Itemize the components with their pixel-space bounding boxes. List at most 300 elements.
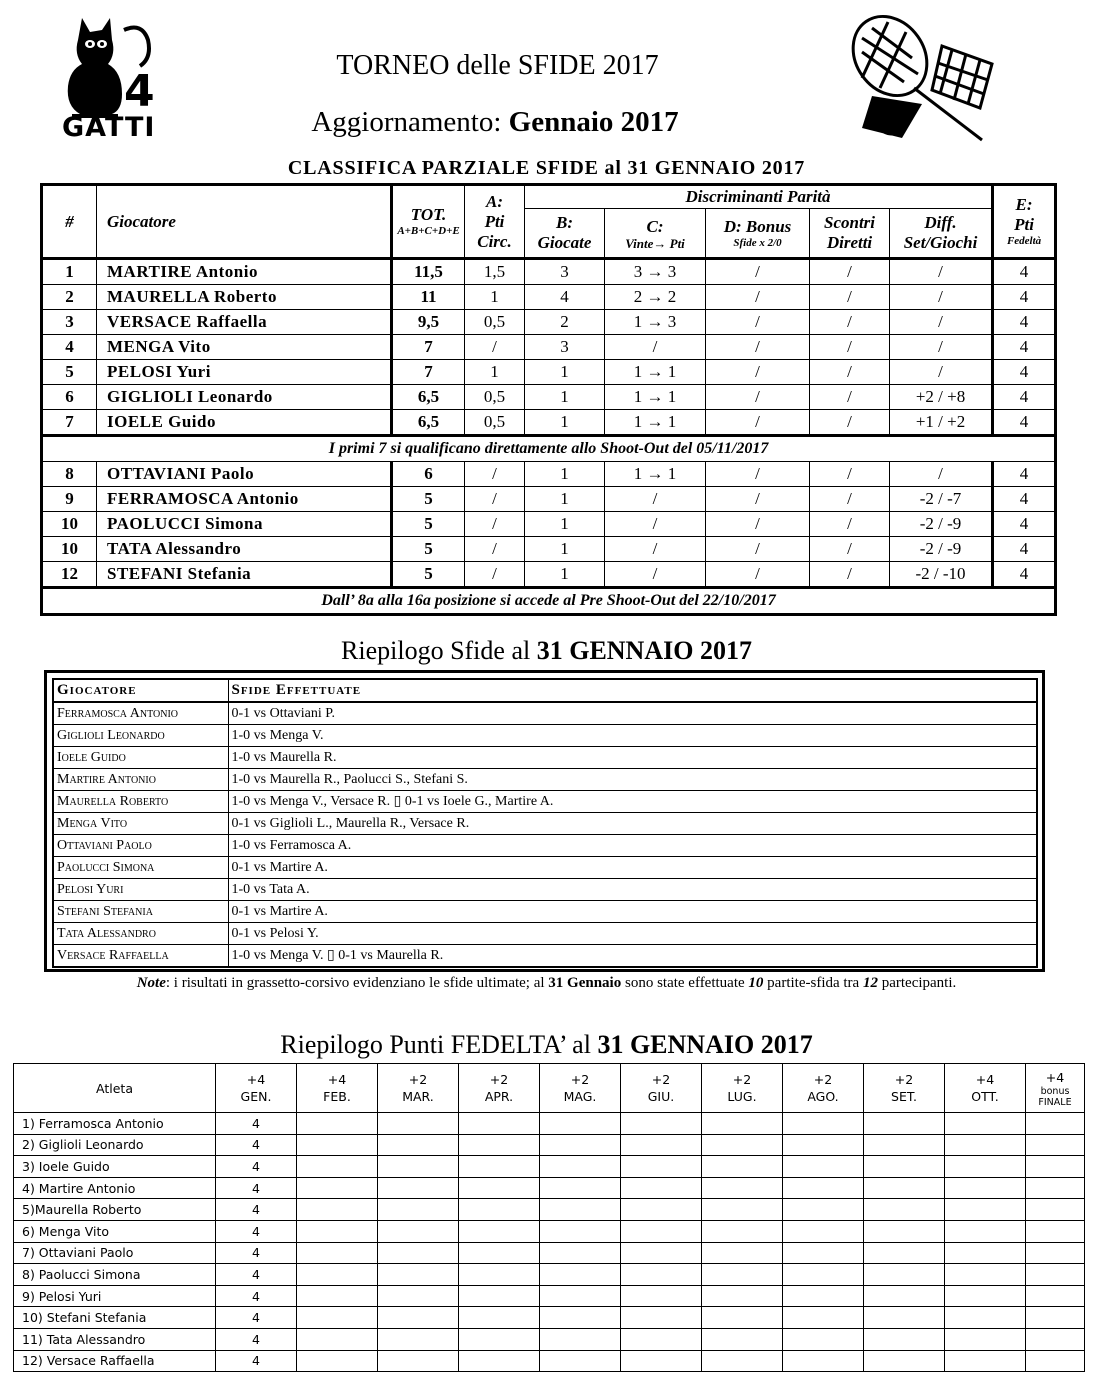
fedelta-atleta: 1) Ferramosca Antonio <box>14 1113 216 1135</box>
ranking-diff: / <box>890 360 993 385</box>
fedelta-empty-cell <box>864 1350 945 1372</box>
fedelta-title: Riepilogo Punti FEDELTA’ al 31 GENNAIO 2017 <box>280 1030 813 1059</box>
riepilogo-row <box>53 857 1037 879</box>
ranking-diff: / <box>890 259 993 285</box>
ranking-row <box>42 360 1056 385</box>
ranking-e: 4 <box>993 259 1056 285</box>
fedelta-empty-cell <box>783 1350 864 1372</box>
ranking-scontri: / <box>810 259 890 285</box>
logo-number: 4 <box>124 66 155 117</box>
fedelta-empty-cell <box>702 1307 783 1329</box>
fedelta-gen: 4 <box>216 1242 297 1264</box>
riepilogo-player: Versace Raffaella <box>53 945 228 968</box>
riepilogo-sfide: 1-0 vs Menga V. ▯ 0-1 vs Maurella R. <box>228 945 1037 968</box>
fedelta-empty-cell <box>864 1134 945 1156</box>
ranking-diff: -2 / -10 <box>890 562 993 588</box>
fedelta-empty-cell <box>540 1242 621 1264</box>
fedelta-row <box>14 1134 1085 1156</box>
ranking-player-name: VERSACE Raffaella <box>97 310 392 335</box>
ranking-d: / <box>706 310 810 335</box>
fedelta-empty-cell <box>459 1264 540 1286</box>
ranking-e: 4 <box>993 310 1056 335</box>
fedelta-empty-cell <box>621 1242 702 1264</box>
ranking-scontri: / <box>810 310 890 335</box>
fedelta-empty-cell <box>783 1220 864 1242</box>
riepilogo-row <box>53 769 1037 791</box>
fedelta-empty-cell <box>297 1242 378 1264</box>
ranking-b: 4 <box>525 285 605 310</box>
ranking-e: 4 <box>993 537 1056 562</box>
ranking-player-name: MENGA Vito <box>97 335 392 360</box>
ranking-diff: / <box>890 335 993 360</box>
fedelta-empty-cell <box>783 1134 864 1156</box>
fedelta-empty-cell <box>702 1199 783 1221</box>
ranking-scontri: / <box>810 462 890 487</box>
fedelta-empty-cell <box>945 1156 1026 1178</box>
ranking-e: 4 <box>993 385 1056 410</box>
fedelta-empty-cell <box>540 1156 621 1178</box>
fedelta-empty-cell <box>783 1264 864 1286</box>
ranking-e: 4 <box>993 487 1056 512</box>
ranking-e: 4 <box>993 562 1056 588</box>
fedelta-empty-cell <box>297 1134 378 1156</box>
ranking-a: / <box>465 537 525 562</box>
ranking-diff: -2 / -7 <box>890 487 993 512</box>
ranking-e: 4 <box>993 512 1056 537</box>
ranking-player-name: IOELE Guido <box>97 410 392 436</box>
fedelta-gen: 4 <box>216 1328 297 1350</box>
fedelta-empty-cell <box>540 1307 621 1329</box>
col-month: +4 FEB. <box>297 1064 378 1113</box>
fedelta-empty-cell <box>378 1199 459 1221</box>
ranking-c: 1 → 1 <box>605 360 706 385</box>
fedelta-empty-cell <box>621 1156 702 1178</box>
fedelta-atleta: 2) Giglioli Leonardo <box>14 1134 216 1156</box>
fedelta-empty-cell <box>864 1264 945 1286</box>
ranking-total: 5 <box>392 487 465 512</box>
ranking-total: 6 <box>392 462 465 487</box>
fedelta-empty-cell <box>378 1264 459 1286</box>
fedelta-empty-cell <box>297 1264 378 1286</box>
fedelta-empty-cell <box>540 1328 621 1350</box>
ranking-d: / <box>706 385 810 410</box>
ranking-diff: -2 / -9 <box>890 537 993 562</box>
fedelta-empty-cell <box>1026 1134 1085 1156</box>
ranking-total: 5 <box>392 512 465 537</box>
fedelta-row <box>14 1307 1085 1329</box>
fedelta-row <box>14 1177 1085 1199</box>
col-d: D: Bonus Sfide x 2/0 <box>706 209 810 259</box>
ranking-d: / <box>706 512 810 537</box>
ranking-row <box>42 512 1056 537</box>
fedelta-gen: 4 <box>216 1177 297 1199</box>
ranking-c: / <box>605 537 706 562</box>
ranking-row <box>42 410 1056 436</box>
col-scontri: Scontri Diretti <box>810 209 890 259</box>
col-month: +2 LUG. <box>702 1064 783 1113</box>
ranking-b: 3 <box>525 335 605 360</box>
ranking-scontri: / <box>810 360 890 385</box>
fedelta-row <box>14 1242 1085 1264</box>
ranking-total: 6,5 <box>392 385 465 410</box>
ranking-row <box>42 462 1056 487</box>
fedelta-gen: 4 <box>216 1113 297 1135</box>
fedelta-row <box>14 1113 1085 1135</box>
ranking-a: 0,5 <box>465 385 525 410</box>
ranking-b: 1 <box>525 462 605 487</box>
fedelta-empty-cell <box>864 1285 945 1307</box>
fedelta-empty-cell <box>945 1350 1026 1372</box>
fedelta-empty-cell <box>1026 1328 1085 1350</box>
ranking-b: 1 <box>525 512 605 537</box>
fedelta-empty-cell <box>459 1350 540 1372</box>
ranking-scontri: / <box>810 335 890 360</box>
ranking-pos: 6 <box>42 385 97 410</box>
riepilogo-player: Ferramosca Antonio <box>53 702 228 725</box>
ranking-c: / <box>605 562 706 588</box>
ranking-a: / <box>465 512 525 537</box>
ranking-total: 5 <box>392 537 465 562</box>
qualification-note: I primi 7 si qualificano direttamente allo Shoot-Out del 05/11/2017 <box>42 436 1056 462</box>
ranking-a: 1 <box>465 360 525 385</box>
fedelta-empty-cell <box>1026 1264 1085 1286</box>
ranking-c: 1 → 3 <box>605 310 706 335</box>
ranking-a: 1 <box>465 285 525 310</box>
fedelta-row <box>14 1285 1085 1307</box>
fedelta-empty-cell <box>1026 1220 1085 1242</box>
riepilogo-row <box>53 747 1037 769</box>
riepilogo-sfide: 1-0 vs Menga V. <box>228 725 1037 747</box>
fedelta-empty-cell <box>702 1285 783 1307</box>
ranking-scontri: / <box>810 537 890 562</box>
riepilogo-player: Giglioli Leonardo <box>53 725 228 747</box>
ranking-c: / <box>605 335 706 360</box>
ranking-row <box>42 537 1056 562</box>
ranking-pos: 4 <box>42 335 97 360</box>
ranking-a: / <box>465 462 525 487</box>
fedelta-empty-cell <box>864 1113 945 1135</box>
riepilogo-sfide: 0-1 vs Giglioli L., Maurella R., Versace R. <box>228 813 1037 835</box>
fedelta-empty-cell <box>783 1199 864 1221</box>
riepilogo-row <box>53 725 1037 747</box>
fedelta-empty-cell <box>783 1177 864 1199</box>
fedelta-empty-cell <box>945 1307 1026 1329</box>
col-month: +2 AGO. <box>783 1064 864 1113</box>
col-month: +2 APR. <box>459 1064 540 1113</box>
ranking-player-name: PAOLUCCI Simona <box>97 512 392 537</box>
ranking-row <box>42 285 1056 310</box>
fedelta-atleta: 6) Menga Vito <box>14 1220 216 1242</box>
fedelta-empty-cell <box>621 1220 702 1242</box>
fedelta-empty-cell <box>621 1113 702 1135</box>
ranking-pos: 1 <box>42 259 97 285</box>
riepilogo-sfide: 0-1 vs Martire A. <box>228 901 1037 923</box>
ranking-b: 3 <box>525 259 605 285</box>
ranking-table <box>40 183 1057 616</box>
ranking-total: 7 <box>392 335 465 360</box>
fedelta-empty-cell <box>702 1350 783 1372</box>
fedelta-empty-cell <box>297 1220 378 1242</box>
fedelta-empty-cell <box>702 1264 783 1286</box>
ranking-row <box>42 335 1056 360</box>
fedelta-empty-cell <box>540 1134 621 1156</box>
fedelta-gen: 4 <box>216 1350 297 1372</box>
riepilogo-row <box>53 835 1037 857</box>
pre-shootout-note: Dall’ 8a alla 16a posizione si accede al Pre Shoot-Out del 22/10/2017 <box>42 588 1056 615</box>
fedelta-empty-cell <box>378 1242 459 1264</box>
fedelta-atleta: 10) Stefani Stefania <box>14 1307 216 1329</box>
fedelta-empty-cell <box>621 1199 702 1221</box>
col-month: +2 SET. <box>864 1064 945 1113</box>
fedelta-empty-cell <box>378 1285 459 1307</box>
fedelta-empty-cell <box>702 1220 783 1242</box>
fedelta-empty-cell <box>540 1113 621 1135</box>
riepilogo-row <box>53 879 1037 901</box>
fedelta-empty-cell <box>459 1285 540 1307</box>
ranking-diff: / <box>890 462 993 487</box>
fedelta-empty-cell <box>297 1177 378 1199</box>
riepilogo-sfide: 0-1 vs Martire A. <box>228 857 1037 879</box>
col-a: A: Pti Circ. <box>465 185 525 259</box>
fedelta-empty-cell <box>378 1156 459 1178</box>
fedelta-row <box>14 1350 1085 1372</box>
ranking-diff: / <box>890 285 993 310</box>
col-month: +4 GEN. <box>216 1064 297 1113</box>
ranking-pos: 2 <box>42 285 97 310</box>
riepilogo-frame <box>44 670 1045 972</box>
logo-text: GATTI <box>62 112 156 143</box>
fedelta-row <box>14 1156 1085 1178</box>
fedelta-empty-cell <box>1026 1242 1085 1264</box>
ranking-a: / <box>465 562 525 588</box>
ranking-diff: +1 / +2 <box>890 410 993 436</box>
ranking-total: 6,5 <box>392 410 465 436</box>
riepilogo-sfide: 1-0 vs Maurella R., Paolucci S., Stefani S. <box>228 769 1037 791</box>
fedelta-empty-cell <box>1026 1350 1085 1372</box>
fedelta-empty-cell <box>1026 1156 1085 1178</box>
ranking-pos: 12 <box>42 562 97 588</box>
riepilogo-sfide: 1-0 vs Menga V., Versace R. ▯ 0-1 vs Ioele G., Martire A. <box>228 791 1037 813</box>
col-num: # <box>42 185 97 259</box>
fedelta-atleta: 3) Ioele Guido <box>14 1156 216 1178</box>
ranking-a: / <box>465 335 525 360</box>
col-tot: TOT. A+B+C+D+E <box>392 185 465 259</box>
fedelta-empty-cell <box>783 1285 864 1307</box>
fedelta-empty-cell <box>864 1199 945 1221</box>
ranking-b: 1 <box>525 360 605 385</box>
fedelta-empty-cell <box>945 1220 1026 1242</box>
fedelta-empty-cell <box>702 1242 783 1264</box>
ranking-b: 1 <box>525 487 605 512</box>
fedelta-empty-cell <box>378 1220 459 1242</box>
col-month: +4 OTT. <box>945 1064 1026 1113</box>
ranking-row <box>42 310 1056 335</box>
riepilogo-player: Pelosi Yuri <box>53 879 228 901</box>
fedelta-gen: 4 <box>216 1199 297 1221</box>
fedelta-empty-cell <box>378 1113 459 1135</box>
ranking-player-name: STEFANI Stefania <box>97 562 392 588</box>
ranking-pos: 10 <box>42 537 97 562</box>
fedelta-empty-cell <box>459 1199 540 1221</box>
fedelta-empty-cell <box>702 1156 783 1178</box>
fedelta-row <box>14 1199 1085 1221</box>
riepilogo-sfide: 0-1 vs Ottaviani P. <box>228 702 1037 725</box>
fedelta-row <box>14 1220 1085 1242</box>
fedelta-empty-cell <box>621 1264 702 1286</box>
fedelta-empty-cell <box>459 1307 540 1329</box>
riepilogo-note: Note: i risultati in grassetto-corsivo evidenziano le sfide ultimate; al 31 Gennaio sono state effettuate 10 partite-sfida tra 12 partecipanti. <box>136 975 957 991</box>
riepilogo-row <box>53 923 1037 945</box>
ranking-total: 11,5 <box>392 259 465 285</box>
fedelta-empty-cell <box>459 1134 540 1156</box>
ranking-b: 1 <box>525 410 605 436</box>
fedelta-empty-cell <box>621 1350 702 1372</box>
riepilogo-player: Menga Vito <box>53 813 228 835</box>
fedelta-empty-cell <box>1026 1199 1085 1221</box>
fedelta-empty-cell <box>945 1264 1026 1286</box>
riepilogo-player: Paolucci Simona <box>53 857 228 879</box>
col-group-discriminanti: Discriminanti Parità <box>525 185 993 209</box>
fedelta-empty-cell <box>621 1307 702 1329</box>
ranking-player-name: MARTIRE Antonio <box>97 259 392 285</box>
col-b: B: Giocate <box>525 209 605 259</box>
col-atleta: Atleta <box>14 1064 216 1113</box>
fedelta-empty-cell <box>1026 1285 1085 1307</box>
riepilogo-player: Ioele Guido <box>53 747 228 769</box>
ranking-e: 4 <box>993 410 1056 436</box>
fedelta-empty-cell <box>540 1199 621 1221</box>
ranking-c: / <box>605 487 706 512</box>
fedelta-atleta: 12) Versace Raffaella <box>14 1350 216 1372</box>
riepilogo-player: Maurella Roberto <box>53 791 228 813</box>
fedelta-empty-cell <box>621 1285 702 1307</box>
fedelta-empty-cell <box>621 1328 702 1350</box>
fedelta-empty-cell <box>1026 1113 1085 1135</box>
ranking-c: 3 → 3 <box>605 259 706 285</box>
fedelta-empty-cell <box>783 1328 864 1350</box>
riepilogo-sfide: 1-0 vs Ferramosca A. <box>228 835 1037 857</box>
fedelta-empty-cell <box>864 1307 945 1329</box>
ranking-pos: 7 <box>42 410 97 436</box>
ranking-total: 9,5 <box>392 310 465 335</box>
ranking-row <box>42 385 1056 410</box>
col-bonus-finale: +4 bonus FINALE <box>1026 1064 1085 1113</box>
riepilogo-sfide: 1-0 vs Maurella R. <box>228 747 1037 769</box>
fedelta-atleta: 9) Pelosi Yuri <box>14 1285 216 1307</box>
riepilogo-row <box>53 813 1037 835</box>
ranking-pos: 3 <box>42 310 97 335</box>
fedelta-atleta: 7) Ottaviani Paolo <box>14 1242 216 1264</box>
tennis-racket-icon <box>832 8 1000 148</box>
ranking-a: 1,5 <box>465 259 525 285</box>
col-diff: Diff. Set/Giochi <box>890 209 993 259</box>
fedelta-empty-cell <box>945 1328 1026 1350</box>
ranking-total: 7 <box>392 360 465 385</box>
ranking-e: 4 <box>993 462 1056 487</box>
fedelta-empty-cell <box>1026 1307 1085 1329</box>
fedelta-empty-cell <box>297 1199 378 1221</box>
fedelta-table <box>13 1063 1085 1372</box>
ranking-e: 4 <box>993 360 1056 385</box>
fedelta-empty-cell <box>783 1307 864 1329</box>
fedelta-empty-cell <box>459 1113 540 1135</box>
col-e: E: Pti Fedeltà <box>993 185 1056 259</box>
fedelta-empty-cell <box>540 1264 621 1286</box>
ranking-a: / <box>465 487 525 512</box>
fedelta-empty-cell <box>945 1242 1026 1264</box>
ranking-scontri: / <box>810 512 890 537</box>
fedelta-row <box>14 1264 1085 1286</box>
fedelta-atleta: 4) Martire Antonio <box>14 1177 216 1199</box>
riepilogo-row <box>53 791 1037 813</box>
fedelta-empty-cell <box>540 1350 621 1372</box>
ranking-scontri: / <box>810 487 890 512</box>
fedelta-empty-cell <box>459 1156 540 1178</box>
fedelta-empty-cell <box>540 1285 621 1307</box>
fedelta-empty-cell <box>945 1285 1026 1307</box>
ranking-scontri: / <box>810 385 890 410</box>
fedelta-empty-cell <box>783 1242 864 1264</box>
riepilogo-row <box>53 901 1037 923</box>
fedelta-empty-cell <box>378 1307 459 1329</box>
riepilogo-title: Riepilogo Sfide al 31 GENNAIO 2017 <box>341 636 752 665</box>
col-giocatore: Giocatore <box>53 679 228 702</box>
fedelta-empty-cell <box>459 1220 540 1242</box>
ranking-player-name: TATA Alessandro <box>97 537 392 562</box>
fedelta-row <box>14 1328 1085 1350</box>
fedelta-empty-cell <box>378 1134 459 1156</box>
riepilogo-player: Ottaviani Paolo <box>53 835 228 857</box>
riepilogo-player: Tata Alessandro <box>53 923 228 945</box>
ranking-scontri: / <box>810 285 890 310</box>
fedelta-empty-cell <box>459 1328 540 1350</box>
fedelta-empty-cell <box>378 1328 459 1350</box>
riepilogo-sfide: 0-1 vs Pelosi Y. <box>228 923 1037 945</box>
ranking-d: / <box>706 487 810 512</box>
ranking-player-name: OTTAVIANI Paolo <box>97 462 392 487</box>
ranking-pos: 5 <box>42 360 97 385</box>
ranking-diff: +2 / +8 <box>890 385 993 410</box>
fedelta-atleta: 5)Maurella Roberto <box>14 1199 216 1221</box>
col-month: +2 GIU. <box>621 1064 702 1113</box>
fedelta-empty-cell <box>945 1134 1026 1156</box>
ranking-player-name: PELOSI Yuri <box>97 360 392 385</box>
ranking-scontri: / <box>810 410 890 436</box>
ranking-row <box>42 259 1056 285</box>
fedelta-empty-cell <box>702 1113 783 1135</box>
fedelta-gen: 4 <box>216 1307 297 1329</box>
ranking-d: / <box>706 562 810 588</box>
riepilogo-player: Martire Antonio <box>53 769 228 791</box>
fedelta-empty-cell <box>297 1350 378 1372</box>
ranking-diff: / <box>890 310 993 335</box>
ranking-total: 5 <box>392 562 465 588</box>
fedelta-gen: 4 <box>216 1220 297 1242</box>
ranking-c: 2 → 2 <box>605 285 706 310</box>
fedelta-empty-cell <box>783 1113 864 1135</box>
ranking-scontri: / <box>810 562 890 588</box>
ranking-pos: 8 <box>42 462 97 487</box>
fedelta-empty-cell <box>297 1328 378 1350</box>
ranking-heading: CLASSIFICA PARZIALE SFIDE al 31 GENNAIO 2017 <box>287 157 806 179</box>
page-subtitle: Aggiornamento: Gennaio 2017 <box>311 106 679 138</box>
fedelta-empty-cell <box>297 1156 378 1178</box>
riepilogo-player: Stefani Stefania <box>53 901 228 923</box>
fedelta-empty-cell <box>297 1285 378 1307</box>
ranking-e: 4 <box>993 335 1056 360</box>
fedelta-gen: 4 <box>216 1285 297 1307</box>
ranking-b: 1 <box>525 537 605 562</box>
